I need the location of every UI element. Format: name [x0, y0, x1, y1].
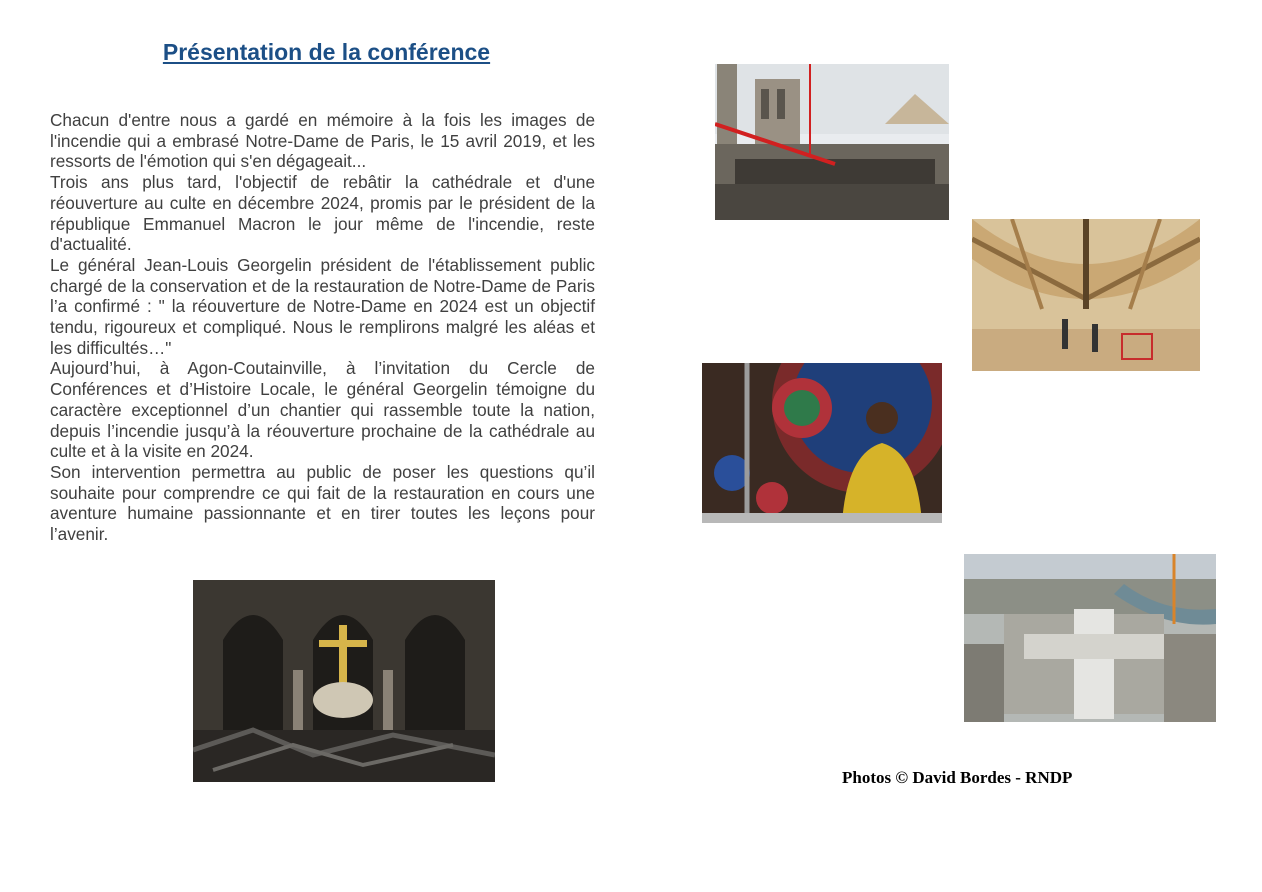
paragraph: Le général Jean-Louis Georgelin président de l'établissement public chargé de la conservation et de la restauration de Notre-Dame de Paris l’a confirmé : " la réouverture de Notre-Dame en 2024 est un objectif tendu, rigoureux et compliqué. Nous le remplirons malgré les aléas et les difficultés…"	[50, 254, 595, 358]
photo-timber-frame	[972, 219, 1200, 371]
photo-choir-cross	[193, 580, 495, 782]
paragraph: Son intervention permettra au public de poser les questions qu’il souhaite pour comprendre ce qui fait de la restauration en cours une aventure humaine passionnante et en tirer toutes les leçons pour l’avenir.	[50, 461, 595, 545]
photo-towers-crane	[715, 64, 949, 220]
paragraph: Chacun d'entre nous a gardé en mémoire à la fois les images de l'incendie qui a embrasé Notre-Dame de Paris, le 15 avril 2019, et les ressorts de l'émotion qui s'en dégageait...	[50, 110, 595, 172]
photo-credit: Photos © David Bordes - RNDP	[842, 768, 1073, 787]
paragraph: Trois ans plus tard, l'objectif de rebâtir la cathédrale et d'une réouverture au culte en décembre 2024, promis par le président de la république Emmanuel Macron le jour même de l'incendie, reste d'actualité.	[50, 172, 595, 255]
page-title: Présentation de la conférence	[162, 39, 491, 65]
photo-stained-glass	[702, 363, 942, 523]
photo-aerial-view	[964, 554, 1216, 722]
presentation-text	[50, 110, 595, 545]
paragraph: Aujourd’hui, à Agon-Coutainville, à l’invitation du Cercle de Conférences et d’Histoire Locale, le général Georgelin témoigne du caractère exceptionnel d’un chantier qui rassemble toute la nation, depuis l’incendie jusqu’à la réouverture prochaine de la cathédrale au culte et à la visite en 2024.	[50, 358, 595, 462]
